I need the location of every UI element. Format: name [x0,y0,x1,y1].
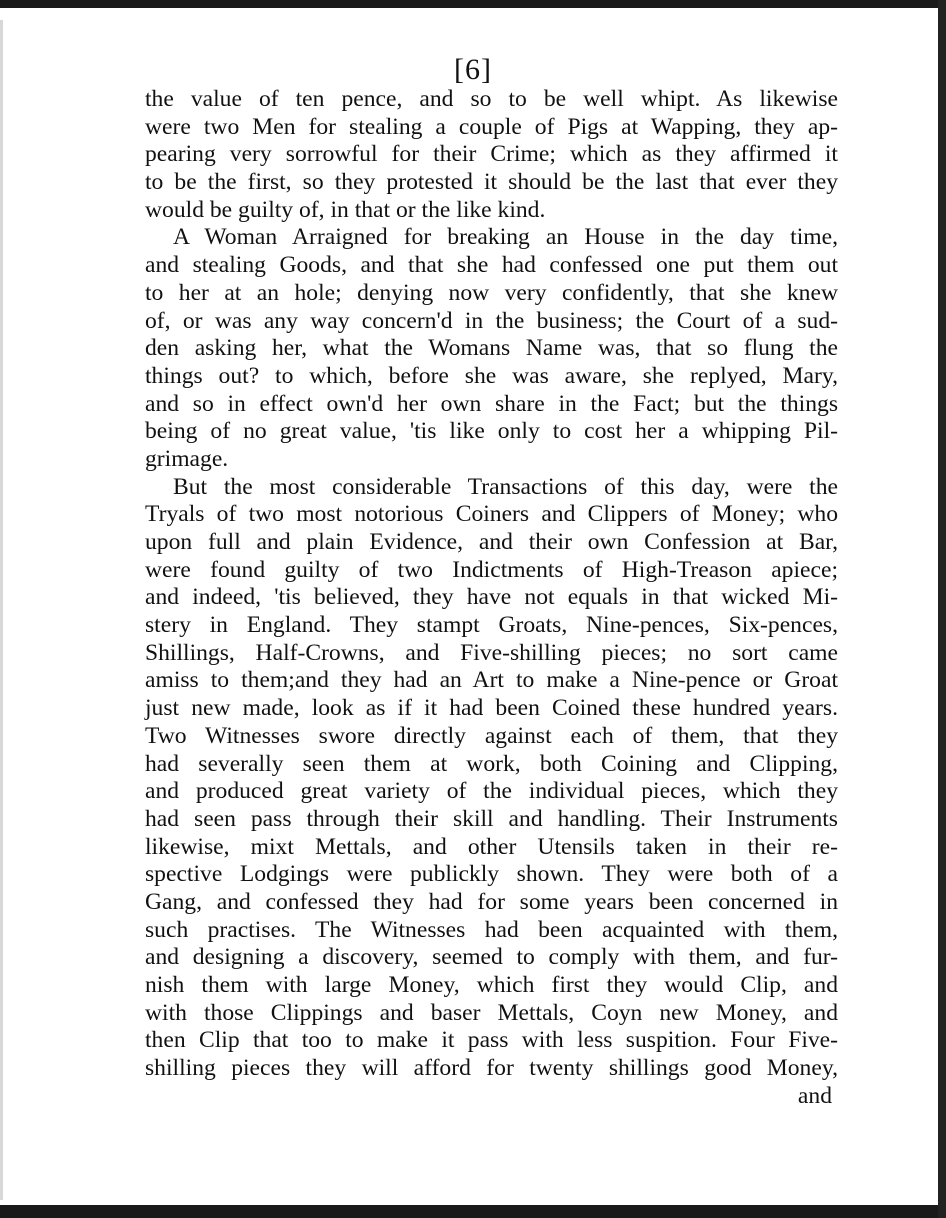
scan-edge-left [0,20,3,1200]
text-line: and produced great variety of the individual pieces, which they [145,778,838,805]
paragraph-start-line: But the most considerable Transactions of this day, were the [173,473,838,500]
text-line: to be the first, so they protested it should be the last that ever they [145,169,838,196]
text-line: were two Men for stealing a couple of Pigs at Wapping, they ap- [145,113,838,140]
text-line: likewise, mixt Mettals, and other Utensils taken in their re- [145,833,838,860]
text-line: with those Clippings and baser Mettals, Coyn new Money, and [145,999,838,1026]
text-line: of, or was any way concern'd in the business; the Court of a sud- [145,307,838,334]
text-line: being of no great value, 'tis like only to cost her a whipping Pil- [145,418,838,445]
scan-edge-top [0,0,946,8]
paragraph-start-line: A Woman Arraigned for breaking an House in the day time, [173,224,838,251]
text-line: such practises. The Witnesses had been acquainted with them, [145,916,838,943]
catchword: and [797,1082,832,1109]
text-line: Shillings, Half-Crowns, and Five-shilling pieces; no sort came [145,639,838,666]
text-line: then Clip that too to make it pass with less suspition. Four Five- [145,1027,838,1054]
text-line: just new made, look as if it had been Coined these hundred years. [145,695,838,722]
text-line: spective Lodgings were publickly shown. They were both of a [145,861,838,888]
body-text [145,86,838,1110]
scan-edge-right [938,0,946,1218]
text-line: and stealing Goods, and that she had confessed one put them out [145,252,838,279]
text-line: things out? to which, before she was aware, she replyed, Mary, [145,362,838,389]
text-line: stery in England. They stampt Groats, Nine-pences, Six-pences, [145,612,838,639]
text-line: grimage. [145,445,229,472]
text-line: would be guilty of, in that or the like kind. [145,196,546,223]
text-line: and indeed, 'tis believed, they have not equals in that wicked Mi- [145,584,838,611]
text-line: shilling pieces they will afford for twenty shillings good Money, [145,1055,838,1082]
scan-edge-bottom [0,1205,946,1218]
text-line: had seen pass through their skill and handling. Their Instruments [145,805,838,832]
text-line: Gang, and confessed they had for some years been concerned in [145,888,838,915]
text-line: nish them with large Money, which first they would Clip, and [145,972,838,998]
text-line: and designing a discovery, seemed to comply with them, and fur- [145,944,838,971]
text-line: Two Witnesses swore directly against each of them, that they [145,722,838,749]
text-line: amiss to them;and they had an Art to make a Nine-pence or Groat [145,667,838,694]
text-line: were found guilty of two Indictments of High-Treason apiece; [145,556,838,583]
text-line: pearing very sorrowful for their Crime; which as they affirmed it [145,141,838,168]
text-line: the value of ten pence, and so to be well whipt. As likewise [145,86,838,112]
text-line: had severally seen them at work, both Coining and Clipping, [145,750,838,777]
page-number: [6] [454,53,492,86]
text-line: upon full and plain Evidence, and their own Confession at Bar, [145,529,838,555]
text-line: Tryals of two most notorious Coiners and Clippers of Money; who [145,501,838,528]
text-line: and so in effect own'd her own share in the Fact; but the things [145,390,838,417]
text-line: den asking her, what the Womans Name was, that so flung the [145,335,838,362]
text-line: to her at an hole; denying now very confidently, that she knew [145,279,838,306]
